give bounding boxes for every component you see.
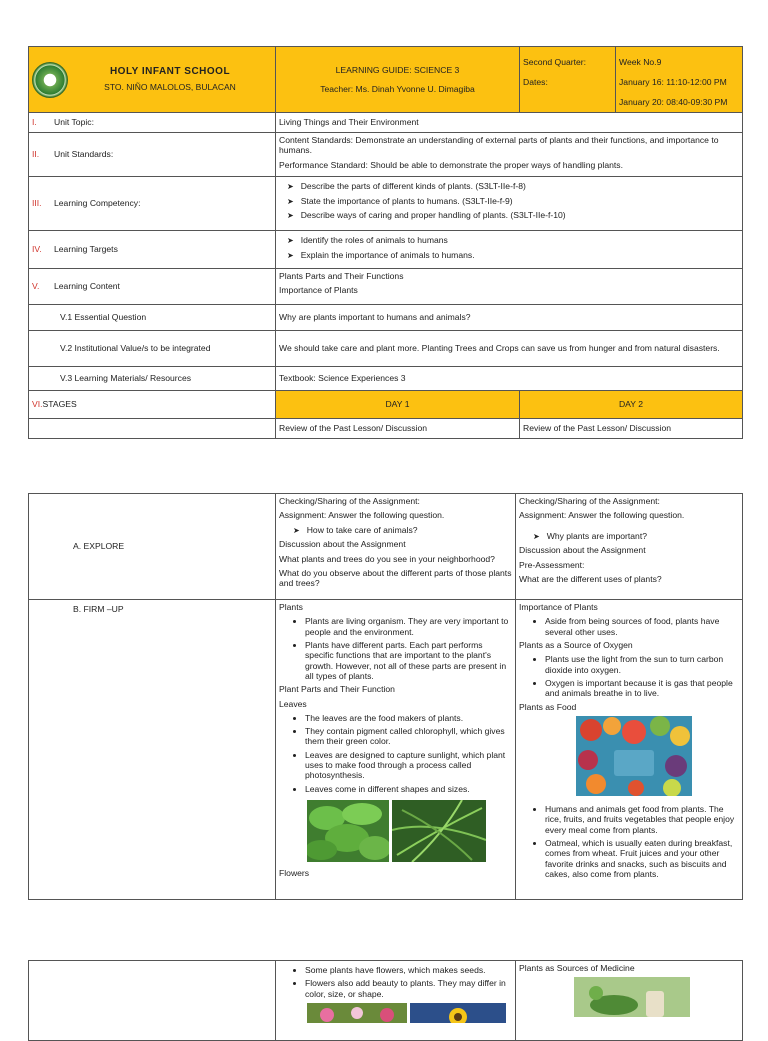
- explore-day-1: [276, 494, 516, 600]
- list-item: • Leaves are designed to capture sunlight, which plant uses to make food through a process called photosynthesis.: [305, 750, 512, 781]
- institutional-values-label: V.2 Institutional Value/s to be integrated: [29, 331, 276, 367]
- continued-table: [28, 960, 743, 1041]
- list-item: • Flowers also add beauty to plants. They may differ in color, size, or shape.: [305, 978, 512, 999]
- list-item: • Plants have different parts. Each part performs specific functions that are important to the plant's growth. However, not all of these parts are present in all types of plants.: [305, 640, 512, 681]
- firmup-label: B. FIRM –UP: [29, 600, 276, 900]
- list-item: ➤ How to take care of animals?: [293, 525, 512, 536]
- list-item: • Some plants have flowers, which makes seeds.: [305, 965, 512, 975]
- essential-question-label: V.1 Essential Question: [29, 305, 276, 331]
- competency-list: [279, 181, 739, 221]
- school-cell: [29, 47, 276, 113]
- list-item: • Plants use the light from the sun to turn carbon dioxide into oxygen.: [545, 654, 739, 675]
- row-number: I.: [32, 117, 37, 128]
- list-item: ➤ Explain the importance of animals to humans.: [287, 250, 739, 261]
- importance-bullets: [519, 616, 739, 637]
- flowers-images: [307, 1003, 512, 1023]
- explore-line: Checking/Sharing of the Assignment:: [279, 496, 420, 506]
- materials-row: [29, 367, 743, 391]
- quarter-label: Second Quarter:: [523, 57, 587, 67]
- sunflower-image: [410, 1003, 506, 1023]
- leaves-images: [307, 800, 512, 862]
- explore-line: What plants and trees do you see in your neighborhood?: [279, 553, 495, 564]
- school-address: STO. NIÑO MALOLOS, BULACAN: [104, 82, 236, 93]
- week-number: Week No.9: [619, 57, 662, 67]
- row-number: VI.: [32, 399, 43, 410]
- dates-label: Dates:: [523, 77, 548, 88]
- unit-topic-row: [29, 113, 743, 133]
- explore-line: Assignment: Answer the following question.: [279, 510, 445, 521]
- guide-cell: [276, 47, 520, 113]
- targets-row: [29, 231, 743, 269]
- content-standards: Content Standards: Demonstrate an understanding of external parts of plants and their functions, and importance to humans.: [279, 135, 719, 156]
- mint-leaves-image: [307, 800, 389, 862]
- explore-day-2: [516, 494, 743, 600]
- list-item: ➤ Describe ways of caring and proper handling of plants. (S3LT-IIe-f-10): [287, 210, 739, 221]
- list-item: • Oxygen is important because it is gas that people and animals breathe in to live.: [545, 678, 739, 699]
- learning-guide-table: [28, 46, 743, 439]
- teacher-name: Teacher: Ms. Dinah Yvonne U. Dimagiba: [320, 83, 475, 94]
- explore-bullets: [519, 531, 739, 542]
- list-item: ➤ Identify the roles of animals to humans: [287, 235, 739, 246]
- performance-standard: Performance Standard: Should be able to demonstrate the proper ways of handling plants.: [279, 159, 623, 170]
- explore-line: What are the different uses of plants?: [519, 573, 662, 584]
- quarter-cell: [520, 47, 616, 113]
- flowers-bullets: [279, 965, 512, 999]
- section-heading: Leaves: [279, 698, 307, 709]
- medicine-day-2: [516, 961, 743, 1041]
- unit-standards-row: [29, 133, 743, 177]
- food-image-wrap: [576, 716, 739, 798]
- explore-line: Checking/Sharing of the Assignment:: [519, 496, 660, 506]
- row-number: III.: [32, 198, 42, 209]
- materials-label: V.3 Learning Materials/ Resources: [29, 367, 276, 391]
- competency-label: Learning Competency:: [54, 198, 141, 209]
- date-1: January 16: 11:10-12:00 PM: [619, 77, 727, 88]
- list-item: ➤ State the importance of plants to humans. (S3LT-IIe-f-9): [287, 196, 739, 207]
- day-2-header: DAY 2: [520, 391, 743, 419]
- firmup-row: [29, 600, 743, 900]
- institutional-values-row: [29, 331, 743, 367]
- review-day-2: Review of the Past Lesson/ Discussion: [520, 419, 743, 439]
- plants-bullets: [279, 616, 512, 681]
- content-line: Plants Parts and Their Functions: [279, 271, 404, 281]
- week-cell: [616, 47, 743, 113]
- competency-row: [29, 177, 743, 231]
- list-item: • Aside from being sources of food, plants have several other uses.: [545, 616, 739, 637]
- explore-line: Pre-Assessment:: [519, 559, 585, 570]
- learning-content-label: Learning Content: [54, 281, 120, 292]
- essential-question-row: [29, 305, 743, 331]
- explore-line: Discussion about the Assignment: [279, 539, 406, 550]
- fern-leaves-image: [392, 800, 486, 862]
- list-item: ➤ Describe the parts of different kinds of plants. (S3LT-IIe-f-8): [287, 181, 739, 192]
- list-item: • Leaves come in different shapes and sizes.: [305, 784, 512, 794]
- targets-label: Learning Targets: [54, 244, 118, 255]
- essential-question-value: Why are plants important to humans and animals?: [276, 305, 743, 331]
- stages-table: [28, 493, 743, 900]
- section-heading: Plants as Food: [519, 701, 577, 712]
- food-bullets: [519, 804, 739, 879]
- review-day-1: Review of the Past Lesson/ Discussion: [276, 419, 520, 439]
- continued-row: [29, 961, 743, 1041]
- stages-row: [29, 391, 743, 419]
- list-item: ➤ Why plants are important?: [533, 531, 739, 542]
- unit-standards-label: Unit Standards:: [54, 149, 114, 160]
- firmup-day-2: [516, 600, 743, 900]
- explore-line: Discussion about the Assignment: [519, 545, 646, 556]
- explore-line: What do you observe about the different parts of those plants and trees?: [279, 567, 512, 589]
- flowers-day-1: [276, 961, 516, 1041]
- learning-content-row: [29, 269, 743, 305]
- unit-topic-value: Living Things and Their Environment: [276, 113, 743, 133]
- stages-label: STAGES: [42, 399, 77, 410]
- list-item: • Humans and animals get food from plants. The rice, fruits, and fruits vegetables that people enjoy every meal come from plants.: [545, 804, 739, 835]
- date-2: January 20: 08:40-09:30 PM: [619, 96, 728, 107]
- section-heading: Plants as a Source of Oxygen: [519, 639, 633, 650]
- list-item: • Oatmeal, which is usually eaten during breakfast, comes from wheat. Fruit juices and your other favorite drinks and snacks, such as biscuits and cakes, also come from plants.: [545, 838, 739, 879]
- header-row: [29, 47, 743, 113]
- list-item: • Plants are living organism. They are very important to people and the environment.: [305, 616, 512, 637]
- materials-value: Textbook: Science Experiences 3: [276, 367, 743, 391]
- unit-topic-label: Unit Topic:: [54, 117, 94, 128]
- targets-list: [279, 235, 739, 260]
- explore-row: [29, 494, 743, 600]
- list-item: • They contain pigment called chlorophyll, which gives them their green color.: [305, 726, 512, 747]
- explore-bullets: [279, 525, 512, 536]
- row-number: V.: [32, 281, 40, 292]
- medicine-image-wrap: [574, 977, 739, 1019]
- explore-label: A. EXPLORE: [29, 494, 276, 600]
- school-logo: [32, 62, 68, 98]
- list-item: • The leaves are the food makers of plants.: [305, 713, 512, 723]
- herbal-medicine-image: [574, 977, 690, 1017]
- fruits-vegetables-image: [576, 716, 692, 796]
- guide-title: LEARNING GUIDE: SCIENCE 3: [335, 65, 460, 76]
- review-row: [29, 419, 743, 439]
- section-heading: Importance of Plants: [519, 602, 598, 612]
- section-heading: Plant Parts and Their Function: [279, 684, 395, 695]
- institutional-values-value: We should take care and plant more. Planting Trees and Crops can save us from hunger and from natural disasters.: [276, 331, 743, 367]
- firmup-day-1: [276, 600, 516, 900]
- explore-line: Assignment: Answer the following question.: [519, 510, 685, 521]
- school-name: HOLY INFANT SCHOOL: [109, 66, 231, 78]
- section-heading: Flowers: [279, 868, 310, 878]
- oxygen-bullets: [519, 654, 739, 698]
- content-line: Importance of Plants: [279, 285, 358, 296]
- flower-image: [307, 1003, 407, 1023]
- day-1-header: DAY 1: [276, 391, 520, 419]
- row-number: II.: [32, 149, 40, 160]
- section-heading: Plants: [279, 602, 303, 612]
- row-number: IV.: [32, 244, 42, 255]
- leaves-bullets: [279, 713, 512, 794]
- section-heading: Plants as Sources of Medicine: [519, 963, 635, 973]
